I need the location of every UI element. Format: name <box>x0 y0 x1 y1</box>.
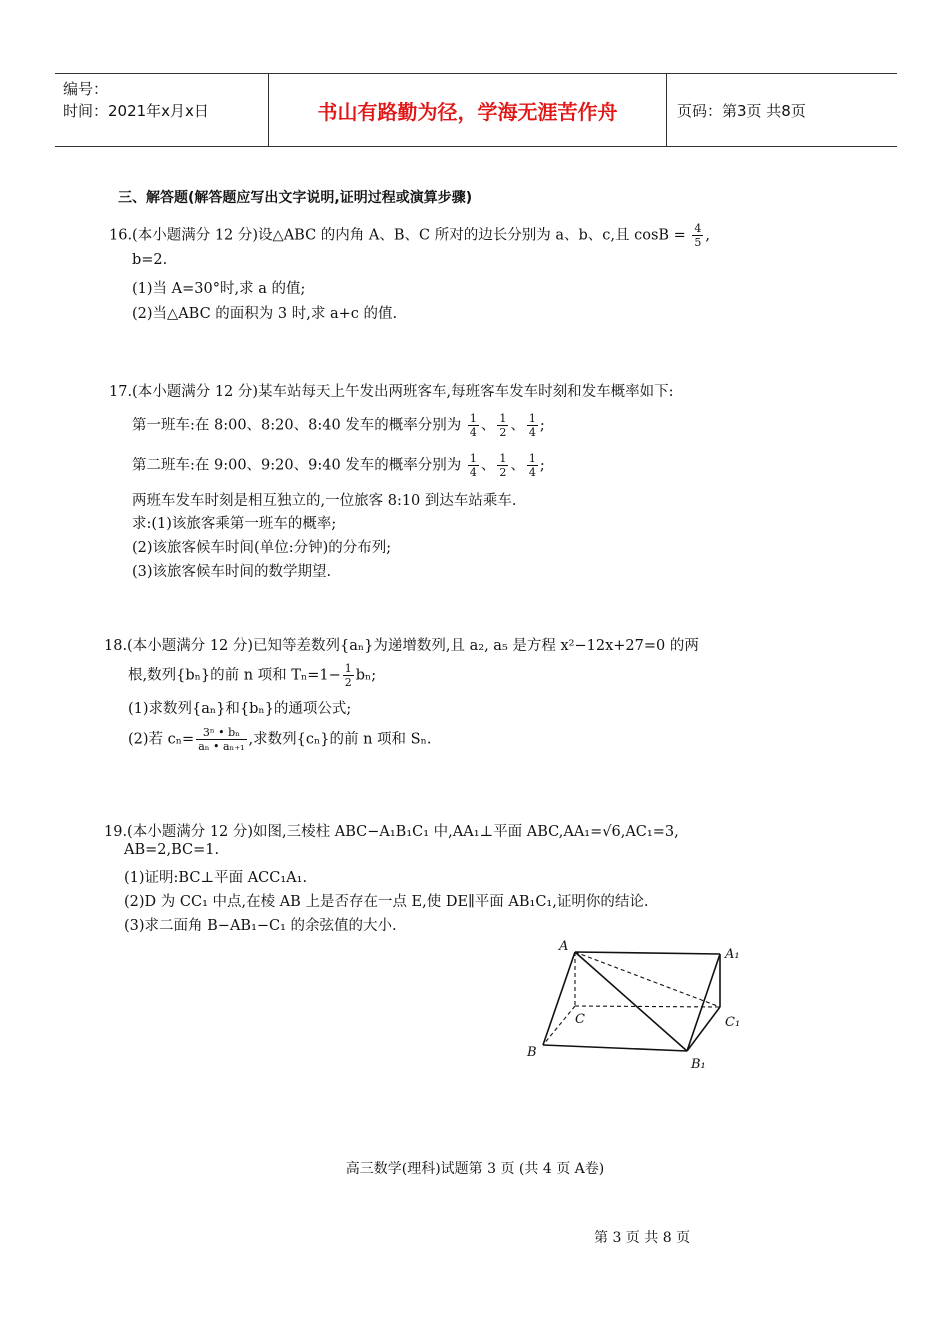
edge-CC1 <box>575 1006 720 1007</box>
q17-ask3: (3)该旅客候车时间的数学期望. <box>132 564 332 580</box>
label-A1: A₁ <box>725 947 740 962</box>
frac-numerator: 1 <box>469 452 477 465</box>
prob-fraction <box>527 412 538 439</box>
q17-bus2 <box>132 452 545 479</box>
q18-part2-end: ,求数列{cₙ}的前 n 项和 Sₙ. <box>248 731 432 748</box>
q19-line2: AB=2,BC=1. <box>124 842 220 858</box>
label-C1: C₁ <box>725 1015 741 1030</box>
frac-denominator: 4 <box>528 466 536 479</box>
q18-line2 <box>128 662 376 689</box>
frac-numerator: 1 <box>499 452 507 465</box>
edge-AA1 <box>575 952 720 954</box>
q19-part3: (3)求二面角 B−AB₁−C₁ 的余弦值的大小. <box>124 918 397 934</box>
frac-denominator: 4 <box>528 426 536 439</box>
frac-numerator: 4 <box>694 222 702 235</box>
q18-part2-text: (2)若 cₙ= <box>128 731 195 748</box>
punct: 、 <box>480 457 496 474</box>
q17-bus1 <box>132 412 545 439</box>
header-motto: 书山有路勤为径，学海无涯苦作舟 <box>317 100 618 124</box>
q18-cn-fraction <box>196 726 246 753</box>
q18-part1: (1)求数列{aₙ}和{bₙ}的通项公式; <box>128 701 352 717</box>
q16-part1: (1)当 A=30°时,求 a 的值; <box>132 281 306 297</box>
q19-part1: (1)证明:BC⊥平面 ACC₁A₁. <box>124 870 308 886</box>
q17-bus1-text: 第一班车:在 8:00、8:20、8:40 发车的概率分别为 <box>132 417 462 434</box>
header-meta <box>63 78 209 122</box>
q17-ask1: 求:(1)该旅客乘第一班车的概率; <box>132 516 337 532</box>
punct: 、 <box>510 417 525 434</box>
time-label: 时间：2021年x月x日 <box>63 102 209 120</box>
edge-A1B1 <box>687 954 720 1051</box>
edge-C1B1 <box>687 1007 720 1051</box>
exam-footer: 高三数学(理科)试题第 3 页 (共 4 页 A卷) <box>345 1161 605 1177</box>
frac-numerator: 1 <box>469 412 477 425</box>
frac-denominator: 2 <box>499 466 507 479</box>
frac-numerator: 3ⁿ • bₙ <box>196 726 246 740</box>
frac-numerator: 1 <box>499 412 507 425</box>
q18-fraction <box>343 662 354 689</box>
label-C: C <box>575 1012 585 1027</box>
prob-fraction <box>497 452 508 479</box>
q19-line1: 19.(本小题满分 12 分)如图,三棱柱 ABC−A₁B₁C₁ 中,AA₁⊥平面 ABC,AA₁=√6,AC₁=3, <box>104 824 679 840</box>
label-A: A <box>559 939 569 954</box>
q16-stem: 16.(本小题满分 12 分)设△ABC 的内角 A、B、C 所对的边长分别为 a、b、c,且 cosB = <box>109 227 686 244</box>
q16-part2: (2)当△ABC 的面积为 3 时,求 a+c 的值. <box>132 306 398 322</box>
frac-numerator: 1 <box>528 452 536 465</box>
prism-figure <box>515 930 765 1080</box>
q16-fraction <box>692 222 703 249</box>
prob-fraction <box>468 452 479 479</box>
frac-numerator: 1 <box>344 662 352 675</box>
punct: ; <box>539 457 545 474</box>
page-header <box>55 73 897 147</box>
section-title: 三、解答题(解答题应写出文字说明,证明过程或演算步骤) <box>118 190 473 206</box>
frac-denominator: aₙ • aₙ₊₁ <box>198 740 245 753</box>
page-number: 第 3 页 共 8 页 <box>594 1230 691 1246</box>
q17-ask2: (2)该旅客候车时间(单位:分钟)的分布列; <box>132 540 392 556</box>
q19-part2: (2)D 为 CC₁ 中点,在棱 AB 上是否存在一点 E,使 DE∥平面 AB₁C₁,证明你的结论. <box>124 894 649 910</box>
edge-AC1 <box>575 952 720 1007</box>
prob-fraction <box>527 452 538 479</box>
punct: ; <box>539 417 545 434</box>
frac-denominator: 4 <box>469 426 477 439</box>
edge-CB <box>543 1006 575 1045</box>
q18-line2-end: bₙ; <box>355 667 377 684</box>
header-divider <box>666 74 667 146</box>
q17-line4: 两班车发车时刻是相互独立的,一位旅客 8:10 到达车站乘车. <box>132 493 517 509</box>
q17-bus2-text: 第二班车:在 9:00、9:20、9:40 发车的概率分别为 <box>132 457 462 474</box>
edge-AB <box>543 952 575 1045</box>
q18-part2 <box>128 726 431 753</box>
frac-denominator: 4 <box>469 466 477 479</box>
frac-denominator: 2 <box>499 426 507 439</box>
q16-line2: b=2. <box>132 252 168 268</box>
q18-line2-text: 根,数列{bₙ}的前 n 项和 Tₙ=1− <box>128 667 341 684</box>
edge-AB1 <box>575 952 687 1051</box>
punct: 、 <box>510 457 525 474</box>
label-B: B <box>527 1045 537 1060</box>
frac-numerator: 1 <box>528 412 536 425</box>
q17-line1: 17.(本小题满分 12 分)某车站每天上午发出两班客车,每班客车发车时刻和发车概率如下: <box>109 384 674 400</box>
q16-line1 <box>109 222 710 249</box>
q18-line1: 18.(本小题满分 12 分)已知等差数列{aₙ}为递增数列,且 a₂, a₅ 是方程 x²−12x+27=0 的两 <box>104 638 699 654</box>
punct: , <box>705 227 711 244</box>
frac-denominator: 2 <box>344 676 352 689</box>
prob-fraction <box>497 412 508 439</box>
label-B1: B₁ <box>691 1057 706 1072</box>
number-label: 编号： <box>63 80 109 98</box>
punct: 、 <box>480 417 496 434</box>
edge-BB1 <box>543 1045 687 1051</box>
header-page-label: 页码：第3页 共8页 <box>677 102 806 120</box>
prob-fraction <box>468 412 479 439</box>
frac-denominator: 5 <box>694 236 702 249</box>
